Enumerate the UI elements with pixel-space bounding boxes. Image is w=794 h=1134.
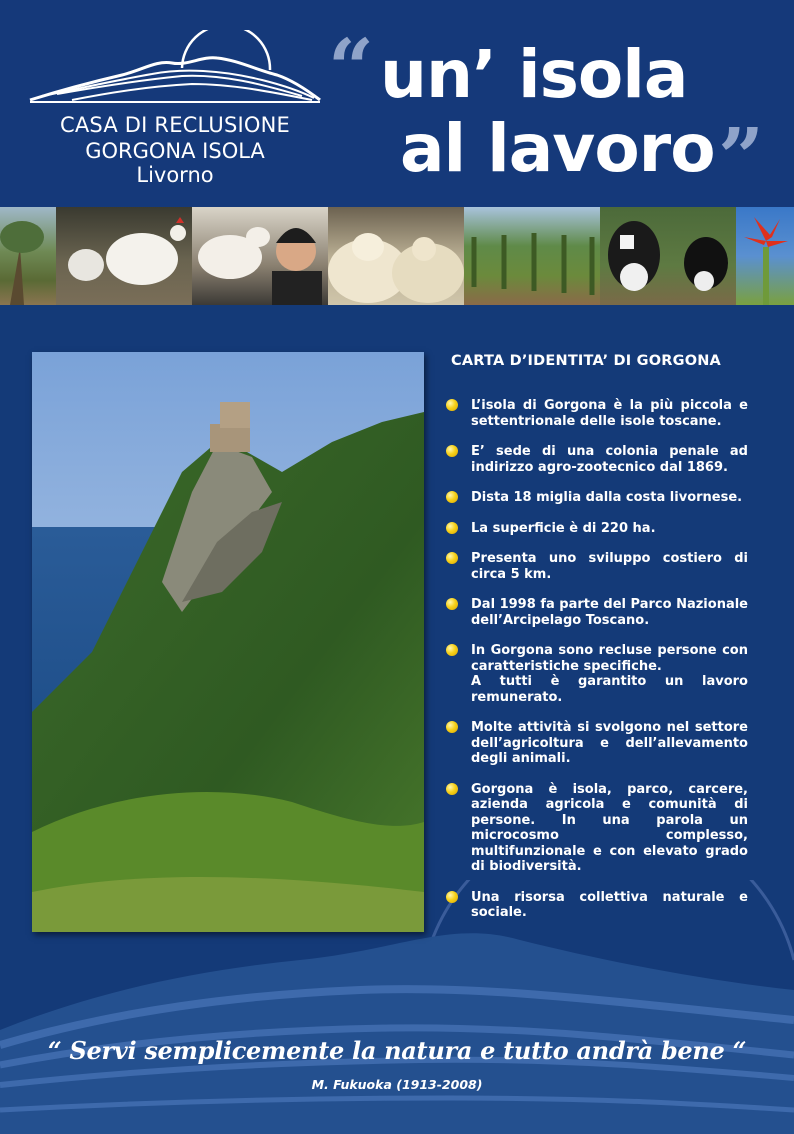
bullet-icon [446,721,458,733]
fact-item [446,490,748,506]
bullet-icon [446,783,458,795]
bullet-icon [446,445,458,457]
man-with-lamb-photo [192,207,328,305]
title-line-1: un’ isola [380,36,688,113]
fact-item [446,720,748,767]
quote-text: “ Servi semplicemente la natura e tutto andrà bene “ [47,1036,747,1065]
fact-text: Molte attività si svolgono nel settore dell’agricoltura e dell’allevamento degli animali. [471,720,748,766]
cows-photo [600,207,736,305]
bullet-icon [446,399,458,411]
fact-item [446,444,748,475]
vineyard-photo [464,207,600,305]
logo-line-3: Livorno [136,163,214,187]
fact-text: In Gorgona sono recluse persone con caratteristiche specifiche. [471,643,748,674]
fact-item [446,551,748,582]
facts-list [446,398,748,921]
fact-item [446,521,748,537]
gorgona-cliff-photo [32,352,424,932]
logo-line-2: GORGONA ISOLA [85,139,265,163]
bullet-icon [446,552,458,564]
logo-line-1: CASA DI RECLUSIONE [59,113,290,137]
bullet-icon [446,598,458,610]
chickens-photo [56,207,192,305]
fact-text: Una risorsa collettiva naturale e sociale. [471,889,748,920]
photo-strip [0,207,794,305]
fact-text: Dal 1998 fa parte del Parco Nazionale dell’Arcipelago Toscano. [471,597,748,628]
sheep-photo [328,207,464,305]
title-open-quote: “ [328,21,375,115]
tree-photo [0,207,56,305]
panel-title: CARTA D’IDENTITA’ DI GORGONA [451,353,721,369]
fact-text: La superficie è di 220 ha. [471,520,656,536]
fact-text-continued: A tutti è garantito un lavoro remunerato. [471,674,748,705]
bullet-icon [446,522,458,534]
bullet-icon [446,491,458,503]
fact-text: Dista 18 miglia dalla costa livornese. [471,490,743,505]
fact-text: E’ sede di una colonia penale ad indirizzo agro-zootecnico dal 1869. [471,444,748,475]
fact-item [446,398,748,429]
fact-text: L’isola di Gorgona è la più piccola e settentrionale delle isole toscane. [471,398,748,429]
fact-text: Gorgona è isola, parco, carcere, azienda agricola e comunità di persone. In una parola un microcosmo complesso, multifunzionale e con elevato grado di biodiversità. [471,781,748,874]
header [0,0,794,207]
bullet-icon [446,644,458,656]
fact-item [446,643,748,705]
title-line-2: al lavoro [400,110,715,187]
bullet-icon [446,891,458,903]
quote-author: M. Fukuoka (1913-2008) [311,1077,483,1092]
fact-text: Presenta uno sviluppo costiero di circa 5 km. [471,551,748,582]
title-close-quote: ” [718,110,765,204]
fact-item [446,597,748,628]
fact-item [446,890,748,921]
flower-photo [736,207,794,305]
fact-item [446,782,748,875]
